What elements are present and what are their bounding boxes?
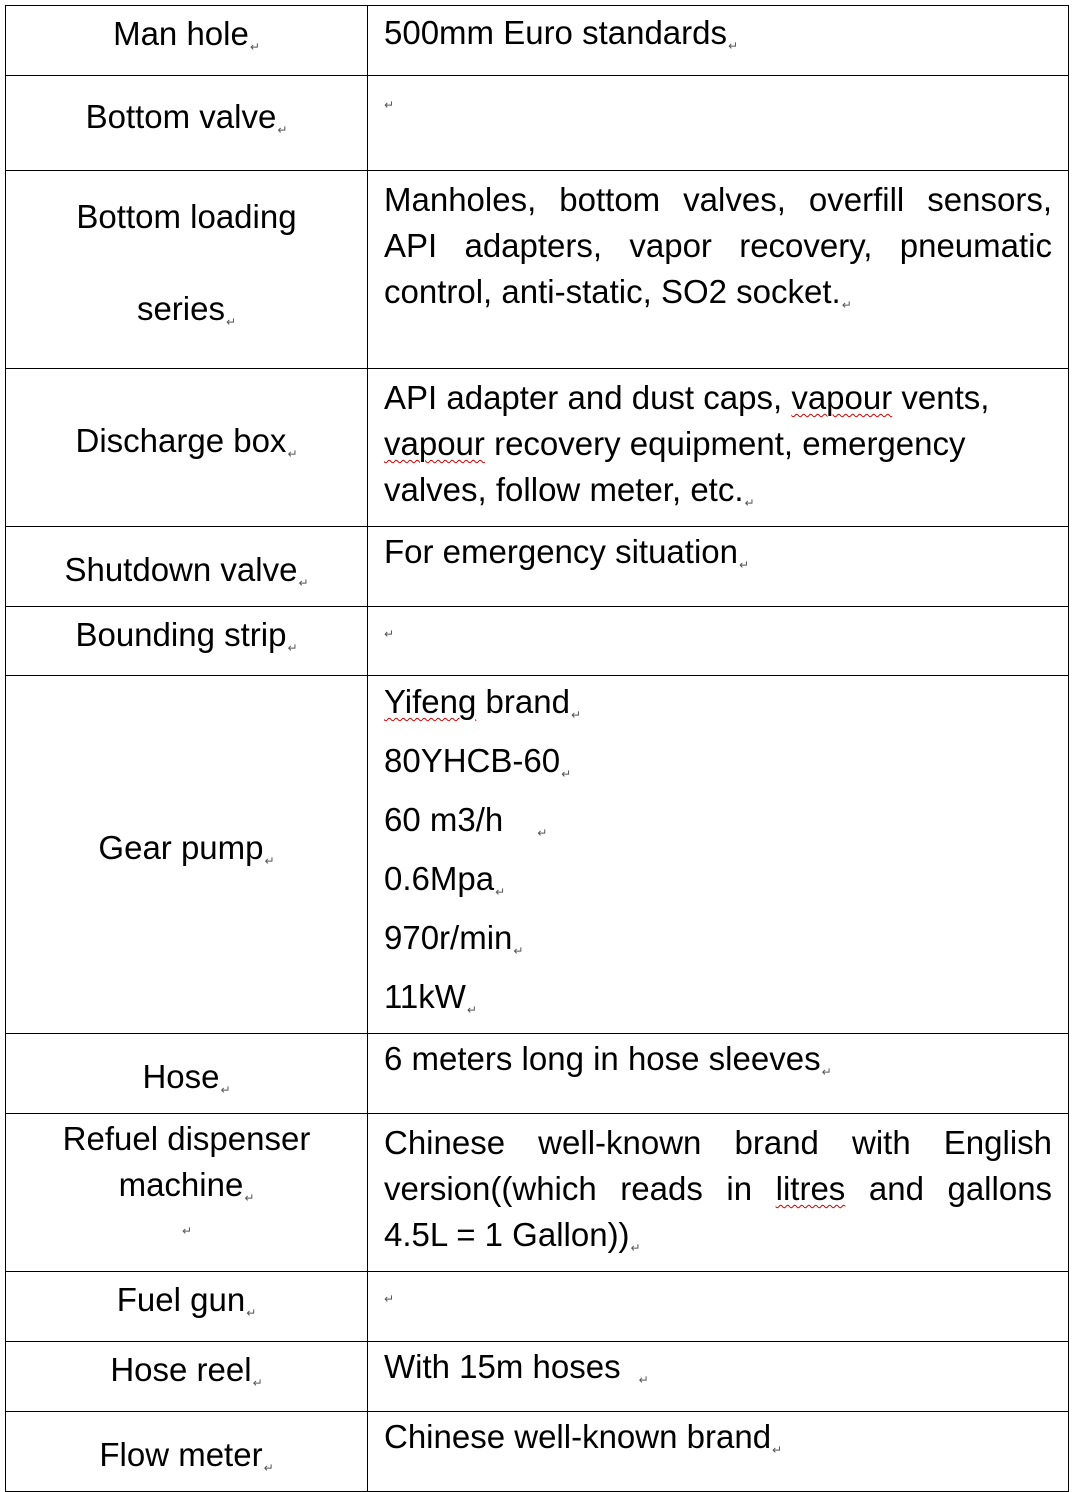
paragraph-mark-icon: ↵ [841,298,852,312]
table-row [6,1412,1069,1492]
row-value-cell [368,76,1069,171]
row-value: 970r/min [384,919,513,956]
row-value-cell [368,1114,1069,1272]
paragraph-mark-icon: ↵ [244,1191,255,1205]
row-value: 11kW [384,978,466,1015]
paragraph-mark-icon: ↵ [728,39,739,53]
row-value-cell [368,676,1069,1034]
row-label-cell [6,6,368,76]
table-row [6,1034,1069,1114]
paragraph-mark-icon: ↵ [264,854,275,868]
row-label-cell [6,527,368,607]
row-label: Man hole [113,15,249,52]
row-value-cell [368,1272,1069,1342]
paragraph-mark-icon: ↵ [287,640,298,655]
paragraph-mark-icon: ↵ [384,98,395,112]
paragraph-mark-icon: ↵ [495,885,506,899]
row-value-cell [368,527,1069,607]
row-value: 60 m3/h [384,801,504,838]
table-row [6,607,1069,676]
table-row [6,76,1069,171]
row-label-cell [6,171,368,369]
row-label: Flow meter [99,1436,263,1473]
table-row [6,676,1069,1034]
row-value-cell [368,369,1069,527]
row-label-cell [6,369,368,527]
table-row [6,527,1069,607]
row-label: Fuel gun [116,1281,246,1318]
paragraph-mark-icon: ↵ [513,944,524,958]
row-label: Bottom loading [76,198,297,235]
paragraph-mark-icon: ↵ [739,558,750,572]
paragraph-mark-icon: ↵ [537,826,548,840]
table-row [6,1272,1069,1342]
row-value-cell [368,1342,1069,1412]
paragraph-mark-icon: ↵ [384,1292,395,1306]
row-label: Gear pump [98,829,264,866]
row-label: Shutdown valve [64,551,298,588]
row-label-cell [6,676,368,1034]
row-label-cell [6,76,368,171]
paragraph-mark-icon: ↵ [630,1241,641,1255]
row-value-cell [368,1034,1069,1114]
table-row [6,171,1069,369]
paragraph-mark-icon: ↵ [246,1306,257,1320]
paragraph-mark-icon: ↵ [263,1461,274,1475]
row-label: Discharge box [75,422,287,459]
row-value-cell [368,607,1069,676]
row-label: Hose reel [110,1351,252,1388]
table-row [6,369,1069,527]
row-value-cell [368,6,1069,76]
paragraph-mark-icon: ↵ [220,1083,231,1097]
row-label-cell [6,1412,368,1492]
paragraph-mark-icon: ↵ [561,767,572,781]
row-value: With 15m hoses [384,1348,621,1385]
row-value: 500mm Euro standards [384,14,728,51]
row-value: Chinese well-known brand with English version((which reads in litres and gallons 4.5L = 1 Gallon)) [384,1124,1053,1253]
row-label-cell [6,607,368,676]
paragraph-mark-icon: ↵ [772,1443,783,1457]
paragraph-mark-icon: ↵ [384,627,395,641]
paragraph-mark-icon: ↵ [466,1003,477,1017]
row-label: series [136,290,225,327]
paragraph-mark-icon: ↵ [225,315,237,329]
paragraph-mark-icon: ↵ [249,40,260,54]
table-row [6,1114,1069,1272]
row-label: Hose [142,1058,220,1095]
row-label: Refuel dispenser machine [62,1120,311,1203]
table-row [6,1342,1069,1412]
row-label: Bounding strip [75,615,287,653]
row-value: Manholes, bottom valves, overfill sensors, API adapters, vapor recovery, pneumatic control, anti-static, SO2 socket. [384,181,1052,310]
table-row [6,6,1069,76]
paragraph-mark-icon: ↵ [287,447,298,461]
row-value: API adapter and dust caps, vapour vents, vapour recovery equipment, emergency valves, follow meter, etc. [384,379,990,508]
row-value-cell [368,171,1069,369]
paragraph-mark-icon: ↵ [638,1373,649,1387]
paragraph-mark-icon: ↵ [298,576,309,590]
row-value-cell [368,1412,1069,1492]
row-value: 80YHCB-60 [384,742,561,779]
row-label-cell [6,1114,368,1272]
row-label-cell [6,1272,368,1342]
paragraph-mark-icon: ↵ [277,122,288,137]
row-label-cell [6,1342,368,1412]
row-label: Bottom valve [85,97,277,135]
row-value: 6 meters long in hose sleeves [384,1040,821,1077]
paragraph-mark-icon: ↵ [181,1224,193,1238]
paragraph-mark-icon: ↵ [821,1065,832,1079]
paragraph-mark-icon: ↵ [252,1376,263,1390]
row-label-cell [6,1034,368,1114]
row-value: Chinese well-known brand [384,1418,772,1455]
row-value: For emergency situation [384,533,738,570]
spec-table [5,5,1069,1492]
row-value: 0.6Mpa [384,860,495,897]
row-value: Yifeng brand [384,683,570,720]
paragraph-mark-icon: ↵ [744,496,755,510]
paragraph-mark-icon: ↵ [570,708,581,722]
